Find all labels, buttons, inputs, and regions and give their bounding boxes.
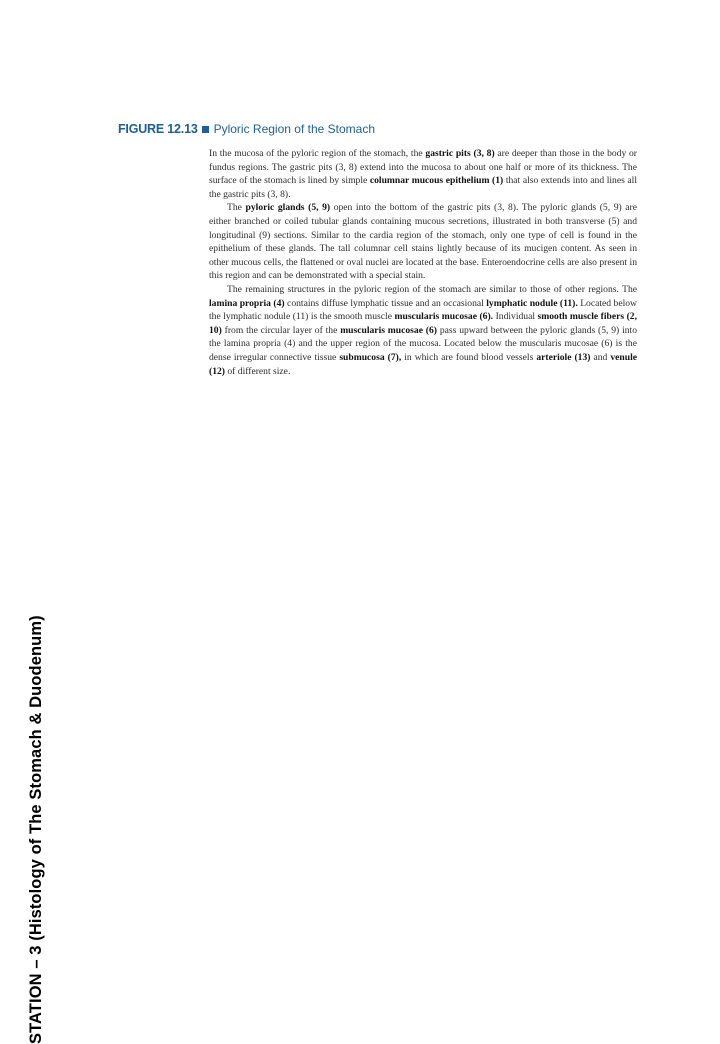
text-run: that also extends into and lines all the gastric pits (3, 8).: [209, 175, 638, 200]
text-run: In the mucosa of the pyloric region of the stomach, the: [209, 148, 426, 159]
text-run: from the circular layer of the: [221, 324, 341, 336]
text-run: of different size.: [224, 365, 291, 377]
bold-term: pyloric glands (5, 9): [245, 202, 331, 214]
bold-term: lymphatic nodule (11).: [486, 297, 578, 309]
side-title-container: [22, 0, 50, 1044]
bold-term: gastric pits (3, 8): [425, 148, 495, 159]
bold-term: columnar mucous epithelium (1): [369, 175, 504, 187]
figure-title: Pyloric Region of the Stomach: [213, 122, 375, 136]
bold-term: lamina propria (4): [209, 297, 285, 309]
text-run: in which are found blood vessels: [401, 351, 537, 363]
text-run: pass upward between the pyloric glands (5, 9) into the lamina propria (4) and the upper region of the mucosa. Located below the muscularis mucosae (6) is the dense irregular connective tissue: [209, 324, 638, 363]
bold-term: muscularis mucosae (6): [340, 324, 437, 336]
bold-term: smooth muscle fibers (2, 10): [209, 311, 638, 336]
bold-term: arteriole (13): [536, 351, 591, 363]
figure-label: FIGURE 12.13: [118, 122, 198, 136]
station-title: STATION – 3 (Histology of The Stomach & Duodenum): [27, 615, 45, 1044]
bold-term: venule (12): [209, 351, 638, 377]
body-paragraph: [209, 283, 637, 378]
square-bullet-icon: [202, 126, 209, 133]
text-run: contains diffuse lymphatic tissue and an occasional: [284, 297, 487, 309]
text-run: The remaining structures in the pyloric region of the stomach are similar to those of other regions. The: [227, 283, 637, 295]
text-run: open into the bottom of the gastric pits (3, 8). The pyloric glands (5, 9) are either branched or coiled tubular glands containing mucous secretions, illustrated in both transverse (5) and longitudinal (9) sections. Similar to the cardia region of the stomach, only one type of cell is found in the epithelium of these glands. The tall columnar cell stains lightly because of its mucigen content. As seen in other mucous cells, the flattened or oval nuclei are located at the base. Enteroendocrine cells are also present in this region and can be demonstrated with a special stain.: [209, 202, 637, 282]
figure-heading: [118, 121, 648, 137]
text-run: Individual: [493, 311, 538, 323]
text-run: Located below the lymphatic nodule (11) is the smooth muscle: [209, 297, 637, 323]
body-paragraph: [209, 201, 637, 283]
bold-term: submucosa (7),: [339, 351, 402, 363]
bold-term: muscularis mucosae (6).: [394, 311, 494, 323]
text-run: and: [590, 351, 611, 363]
figure-block: [118, 121, 648, 378]
text-run: are deeper than those in the body or fundus regions. The gastric pits (3, 8) extend into the mucosa to about one half or more of its thickness. The surface of the stomach is lined by simple: [209, 148, 637, 187]
text-run: The: [227, 202, 246, 214]
body-paragraph: [209, 147, 637, 201]
figure-description: [209, 147, 637, 378]
